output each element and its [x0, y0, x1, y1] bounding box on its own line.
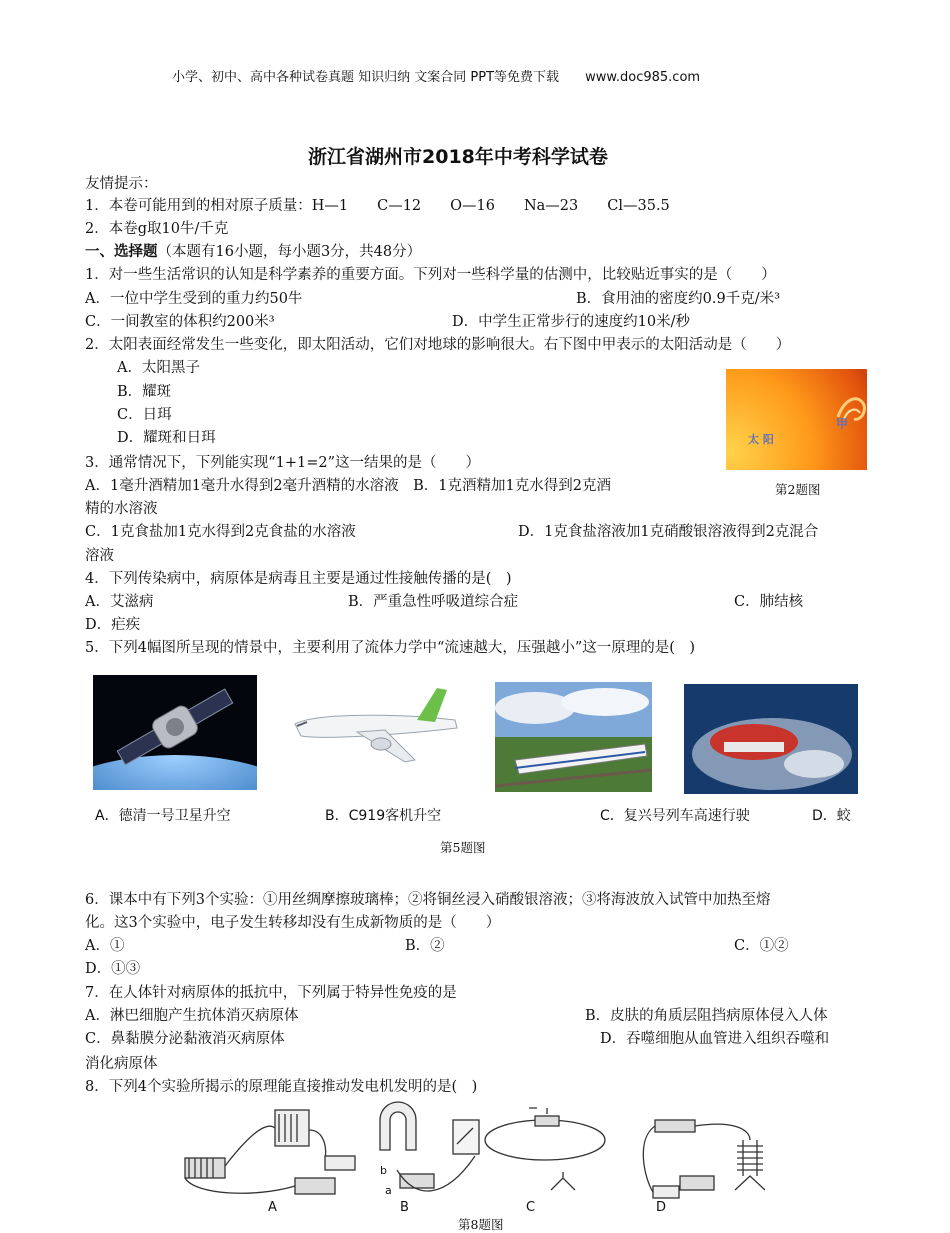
q7-option-c: C．鼻黏膜分泌黏液消灭病原体 — [85, 1031, 285, 1047]
q3-option-ab-line1: A．1毫升酒精加1毫升水得到2毫升酒精的水溶液 B．1克酒精加1克水得到2克酒 — [85, 478, 611, 494]
submersible-image — [684, 684, 858, 794]
label-a-lower: a — [385, 1184, 392, 1197]
exam-title: 浙江省湖州市2018年中考科学试卷 — [308, 146, 608, 168]
q4-option-b: B．严重急性呼吸道综合症 — [348, 594, 519, 610]
satellite-image — [93, 675, 257, 790]
q1-option-b: B．食用油的密度约0.9千克/米³ — [576, 291, 780, 307]
prominence-label: 甲 — [836, 417, 849, 431]
q1-stem: 1．对一些生活常识的认知是科学素养的重要方面。下列对一些科学量的估测中，比较贴近事实的是（ ） — [85, 267, 776, 283]
airplane-image — [287, 682, 465, 782]
q7-option-b: B．皮肤的角质层阻挡病原体侵入人体 — [585, 1008, 828, 1024]
tips-heading: 友情提示： — [85, 176, 158, 192]
section-heading — [85, 240, 421, 261]
q2-stem: 2．太阳表面经常发生一些变化，即太阳活动，它们对地球的影响很大。右下图中甲表示的太阳活动是（ ） — [85, 337, 791, 353]
q5-option-a: A．德清一号卫星升空 — [95, 808, 231, 824]
q2-option-d: D．耀斑和日珥 — [117, 430, 216, 446]
q2-option-a: A．太阳黑子 — [117, 360, 200, 376]
q6-line-1: 6．课本中有下列3个实验：①用丝绸摩擦玻璃棒；②将铜丝浸入硝酸银溶液；③将海波放入试管中加热至熔 — [85, 892, 771, 908]
q4-option-d: D．疟疾 — [85, 617, 141, 633]
q3-option-d-line1: D．1克食盐溶液加1克硝酸银溶液得到2克混合 — [518, 524, 819, 540]
q2-option-c: C．日珥 — [117, 407, 172, 423]
q6-option-c: C．①② — [734, 938, 789, 954]
tips-line-2: 2．本卷g取10牛/千克 — [85, 221, 229, 237]
q8-caption: 第8题图 — [458, 1217, 504, 1232]
q5-option-d: D．蛟 — [812, 808, 851, 824]
q8-label-c: C — [526, 1200, 536, 1215]
experiment-diagram — [175, 1100, 795, 1205]
q6-option-d: D．①③ — [85, 961, 141, 977]
page-header — [172, 66, 700, 85]
q8-label-b: B — [400, 1200, 409, 1215]
q6-option-a: A．① — [85, 938, 125, 954]
q5-option-b: B．C919客机升空 — [325, 808, 442, 824]
label-b-lower: b — [380, 1164, 387, 1177]
q1-option-a: A．一位中学生受到的重力约50牛 — [85, 291, 303, 307]
q4-option-c: C．肺结核 — [734, 594, 804, 610]
q5-option-c: C．复兴号列车高速行驶 — [600, 808, 750, 824]
q6-option-b: B．② — [405, 938, 445, 954]
q4-stem: 4．下列传染病中，病原体是病毒且主要是通过性接触传播的是( ) — [85, 571, 512, 587]
q7-option-d-line1: D．吞噬细胞从血管进入组织吞噬和 — [600, 1031, 830, 1047]
q3-option-ab-line2: 精的水溶液 — [85, 501, 158, 517]
tips-line-1: 1．本卷可能用到的相对原子质量：H—1 C—12 O—16 Na—23 Cl—35.5 — [85, 198, 670, 214]
q6-line-2: 化。这3个实验中，电子发生转移却没有生成新物质的是（ ） — [85, 915, 501, 931]
q8-label-d: D — [656, 1200, 667, 1215]
section-note: （本题有16小题，每小题3分，共48分） — [157, 244, 422, 260]
q4-option-a: A．艾滋病 — [85, 594, 154, 610]
q3-stem: 3．通常情况下，下列能实现“1+1=2”这一结果的是（ ） — [85, 455, 481, 471]
q1-option-d: D．中学生正常步行的速度约10米/秒 — [452, 314, 690, 330]
sun-activity-image — [726, 369, 867, 470]
q8-stem: 8．下列4个实验所揭示的原理能直接推动发电机发明的是( ) — [85, 1079, 478, 1095]
header-text: 小学、初中、高中各种试卷真题 知识归纳 文案合同 PPT等免费下载 — [172, 70, 560, 85]
q5-stem: 5．下列4幅图所呈现的情景中，主要利用了流体力学中“流速越大，压强越小”这一原理的是( ) — [85, 640, 696, 656]
q2-option-b: B．耀斑 — [117, 384, 172, 400]
q2-caption: 第2题图 — [775, 482, 821, 497]
section-title: 一、选择题 — [85, 243, 158, 260]
q5-caption: 第5题图 — [440, 840, 486, 855]
q7-option-a: A．淋巴细胞产生抗体消灭病原体 — [85, 1008, 299, 1024]
q8-label-a: A — [268, 1200, 277, 1215]
q3-option-d-line2: 溶液 — [85, 548, 114, 564]
q1-option-c: C．一间教室的体积约200米³ — [85, 314, 275, 330]
header-url[interactable]: www.doc985.com — [585, 70, 701, 85]
sun-label: 太 阳 — [748, 433, 774, 446]
train-image — [495, 682, 652, 792]
q3-option-c: C．1克食盐加1克水得到2克食盐的水溶液 — [85, 524, 356, 540]
q7-stem: 7．在人体针对病原体的抵抗中，下列属于特异性免疫的是 — [85, 985, 457, 1001]
q7-option-d-line2: 消化病原体 — [85, 1056, 158, 1072]
